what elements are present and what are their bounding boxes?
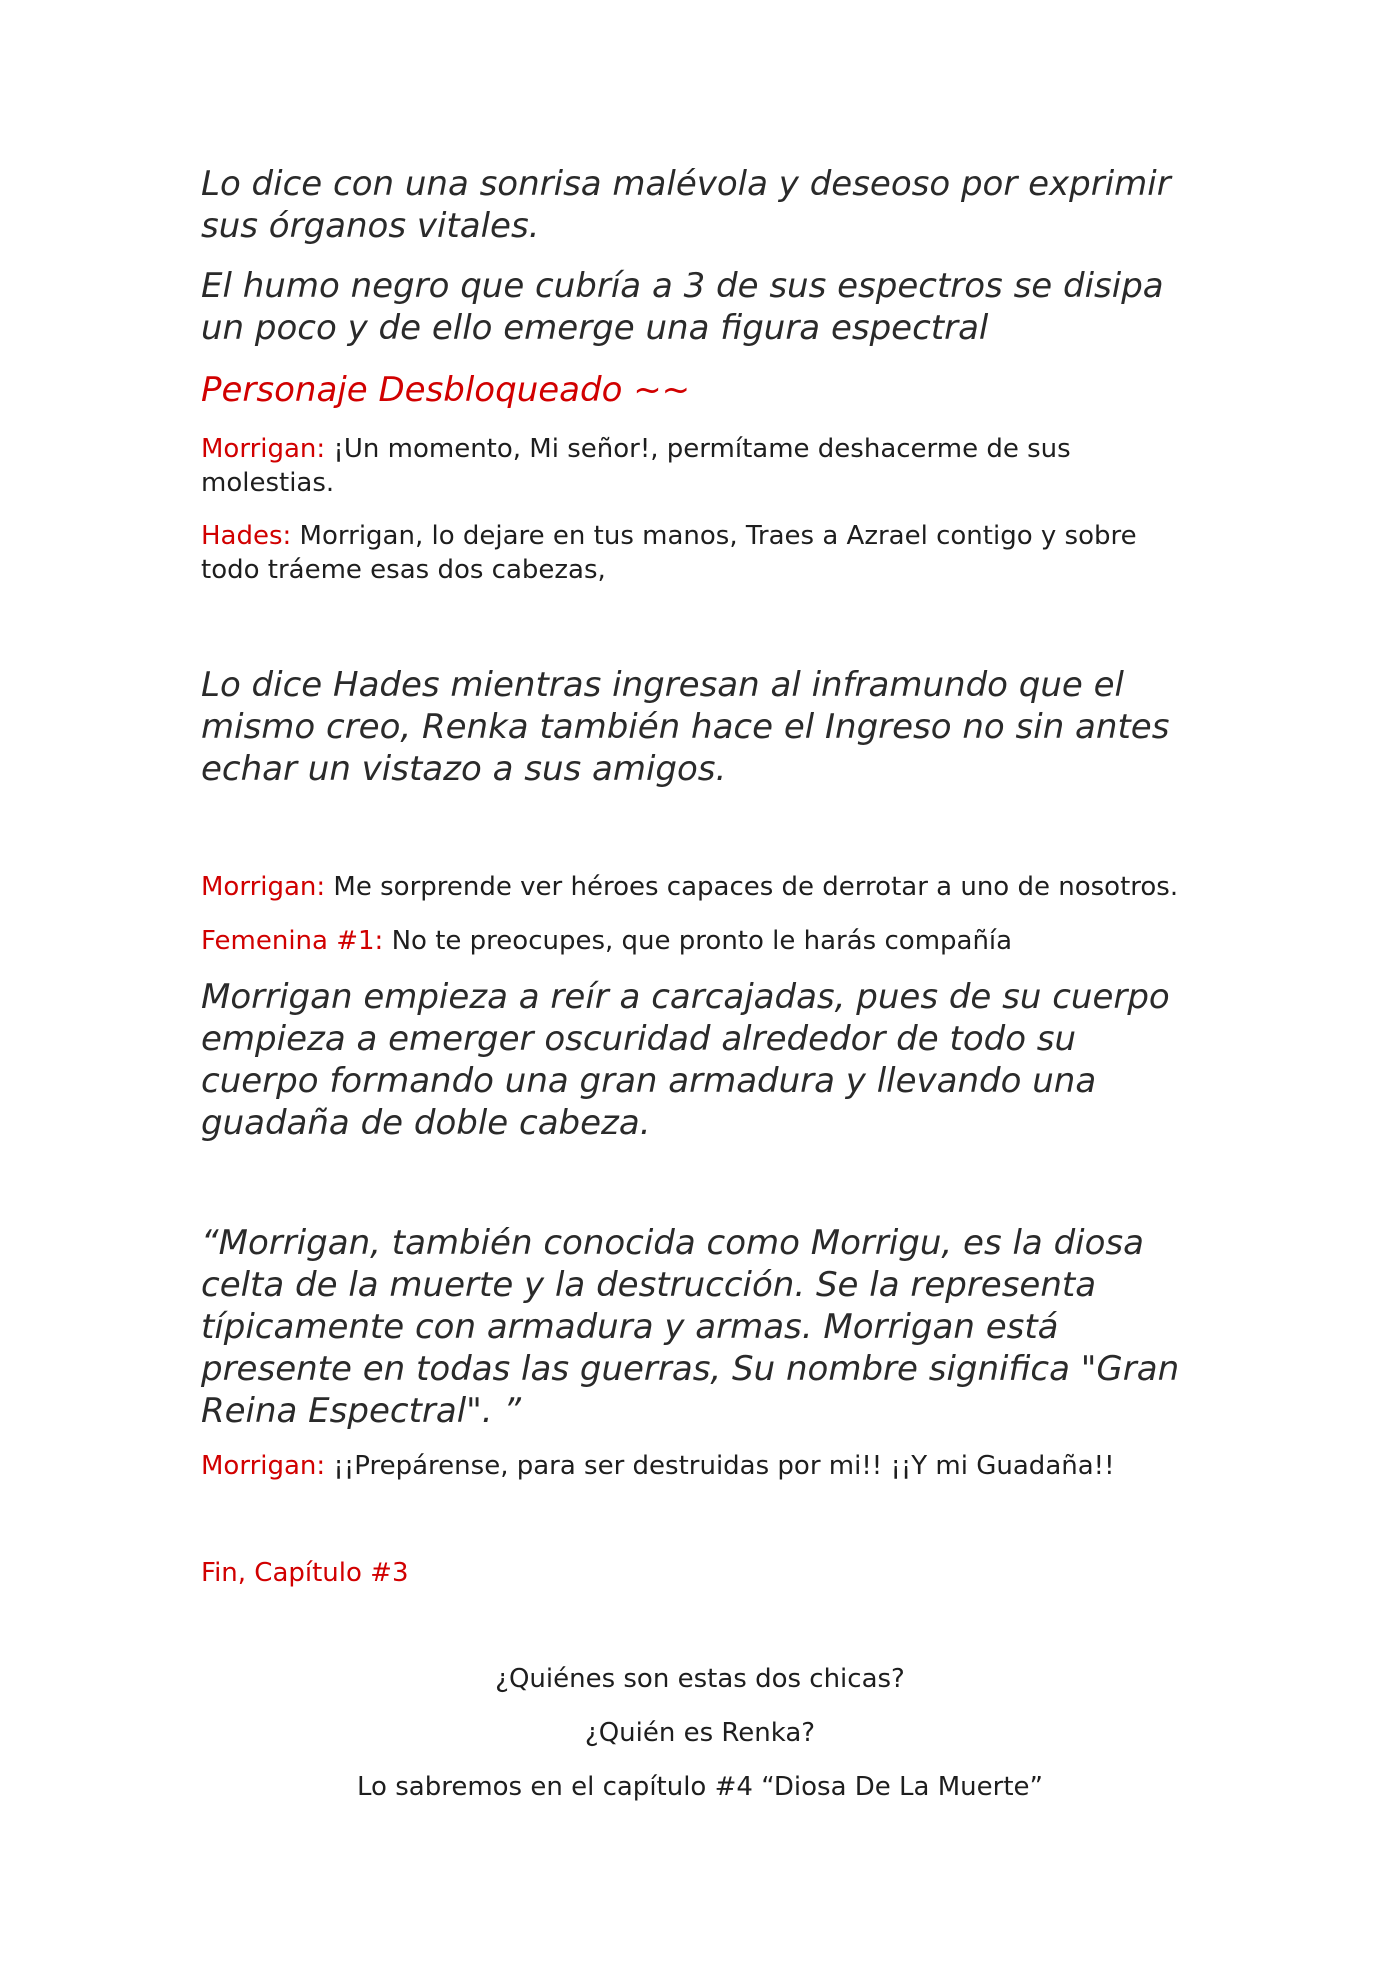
- dialogue-text: No te preocupes, que pronto le harás compañía: [383, 926, 1013, 956]
- speaker-name: Morrigan:: [201, 1451, 326, 1481]
- dialogue-text: Me sorprende ver héroes capaces de derrotar a uno de nosotros.: [325, 872, 1179, 902]
- dialogue-line-hades: [201, 519, 1201, 587]
- narration-paragraph-4: Morrigan empieza a reír a carcajadas, pues de su cuerpo empieza a emerger oscuridad alrededor de todo su cuerpo formando una gran armadura y llevando una guadaña de doble cabeza.: [201, 977, 1170, 1143]
- next-chapter-teaser: Lo sabremos en el capítulo #4 “Diosa De La Muerte”: [357, 1772, 1043, 1802]
- character-unlocked-heading: Personaje Desbloqueado ~~: [201, 370, 691, 410]
- dialogue-text: ¡Un momento, Mi señor!, permítame deshacerme de sus molestias.: [201, 434, 1071, 498]
- narration-paragraph-2: El humo negro que cubría a 3 de sus espectros se disipa un poco y de ello emerge una figura espectral: [201, 266, 1164, 348]
- chapter-end-label: Fin, Capítulo #3: [201, 1558, 409, 1588]
- closing-question-1: ¿Quiénes son estas dos chicas?: [495, 1664, 905, 1694]
- speaker-name: Femenina #1:: [201, 926, 384, 956]
- speaker-name: Morrigan:: [201, 872, 326, 902]
- dialogue-line-morrigan-3: [201, 1449, 1201, 1483]
- dialogue-text: ¡¡Prepárense, para ser destruidas por mi!! ¡¡Y mi Guadaña!!: [325, 1451, 1115, 1481]
- narration-paragraph-1: Lo dice con una sonrisa malévola y deseoso por exprimir sus órganos vitales.: [201, 164, 1171, 246]
- narration-paragraph-3: Lo dice Hades mientras ingresan al inframundo que el mismo creo, Renka también hace el Ingreso no sin antes echar un vistazo a sus amigos.: [201, 665, 1170, 789]
- speaker-name: Morrigan:: [201, 434, 326, 464]
- dialogue-line-morrigan-2: [201, 870, 1221, 904]
- speaker-name: Hades:: [201, 521, 292, 551]
- closing-question-2: ¿Quién es Renka?: [584, 1718, 816, 1748]
- dialogue-text: Morrigan, lo dejare en tus manos, Traes a Azrael contigo y sobre todo tráeme esas dos cabezas,: [201, 521, 1137, 585]
- dialogue-line-femenina: [201, 924, 1201, 958]
- dialogue-line-morrigan-1: [201, 432, 1201, 500]
- narration-quote-paragraph: “Morrigan, también conocida como Morrigu, es la diosa celta de la muerte y la destrucción. Se la representa típicamente con armadura y armas. Morrigan está presente en todas las guerras, Su nombre significa "Gran Reina Espectral". ”: [201, 1223, 1180, 1431]
